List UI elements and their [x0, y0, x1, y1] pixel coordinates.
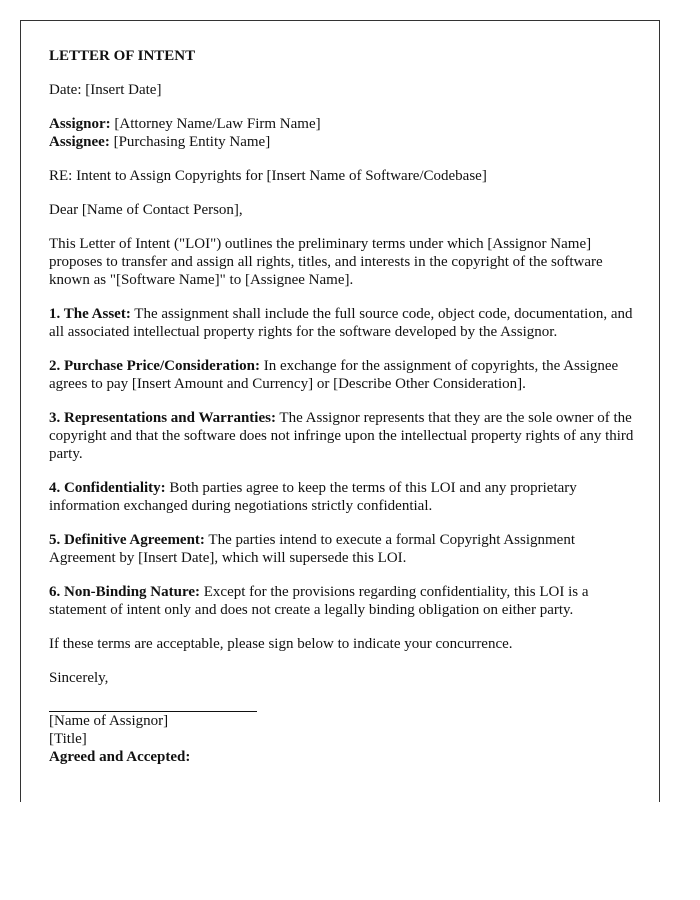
section-heading: 2. Purchase Price/Consideration:	[49, 358, 260, 374]
parties-block	[49, 115, 639, 151]
section-representations	[49, 409, 639, 463]
assignor-label: Assignor:	[49, 116, 111, 132]
letter-page	[20, 20, 660, 802]
assignee-value: [Purchasing Entity Name]	[109, 134, 271, 150]
agreed-heading: Agreed and Accepted:	[49, 749, 191, 765]
signer-title: [Title]	[49, 731, 87, 747]
intro-paragraph: This Letter of Intent ("LOI") outlines the preliminary terms under which [Assignor Name] proposes to transfer and assign all rights, titles, and interests in the copyright of the software known as "[Software Name]" to [Assignee Name].	[49, 236, 603, 288]
section-body: Both parties agree to keep the terms of this LOI and any proprietary information exchanged during negotiations strictly confidential.	[49, 480, 577, 514]
section-body: The Assignor represents that they are the sole owner of the copyright and that the software does not infringe upon the intellectual property rights of any third party.	[49, 410, 634, 462]
letter-title: LETTER OF INTENT	[49, 48, 196, 64]
section-purchase-price	[49, 357, 639, 393]
section-heading: 4. Confidentiality:	[49, 480, 166, 496]
letter-content	[49, 47, 639, 782]
section-heading: 1. The Asset:	[49, 306, 131, 322]
re-line: RE: Intent to Assign Copyrights for [Insert Name of Software/Codebase]	[49, 168, 487, 184]
section-body: The parties intend to execute a formal Copyright Assignment Agreement by [Insert Date], which will supersede this LOI.	[49, 532, 575, 566]
section-heading: 5. Definitive Agreement:	[49, 532, 205, 548]
date-line: Date: [Insert Date]	[49, 82, 162, 98]
section-body: In exchange for the assignment of copyrights, the Assignee agrees to pay [Insert Amount and Currency] or [Describe Other Consideration].	[49, 358, 619, 392]
section-body: Except for the provisions regarding confidentiality, this LOI is a statement of intent only and does not create a legally binding obligation on either party.	[49, 584, 589, 618]
section-body: The assignment shall include the full source code, object code, documentation, and all associated intellectual property rights for the software developed by the Assignor.	[49, 306, 633, 340]
section-definitive-agreement	[49, 531, 639, 567]
section-non-binding	[49, 583, 639, 619]
section-confidentiality	[49, 479, 639, 515]
closing-request: If these terms are acceptable, please sign below to indicate your concurrence.	[49, 636, 513, 652]
salutation: Dear [Name of Contact Person],	[49, 202, 243, 218]
section-asset	[49, 305, 639, 341]
signature-block	[49, 711, 639, 748]
section-heading: 3. Representations and Warranties:	[49, 410, 276, 426]
signer-name: [Name of Assignor]	[49, 713, 169, 729]
assignor-value: [Attorney Name/Law Firm Name]	[110, 116, 321, 132]
section-heading: 6. Non-Binding Nature:	[49, 584, 200, 600]
closing: Sincerely,	[49, 670, 109, 686]
assignee-label: Assignee:	[49, 134, 110, 150]
